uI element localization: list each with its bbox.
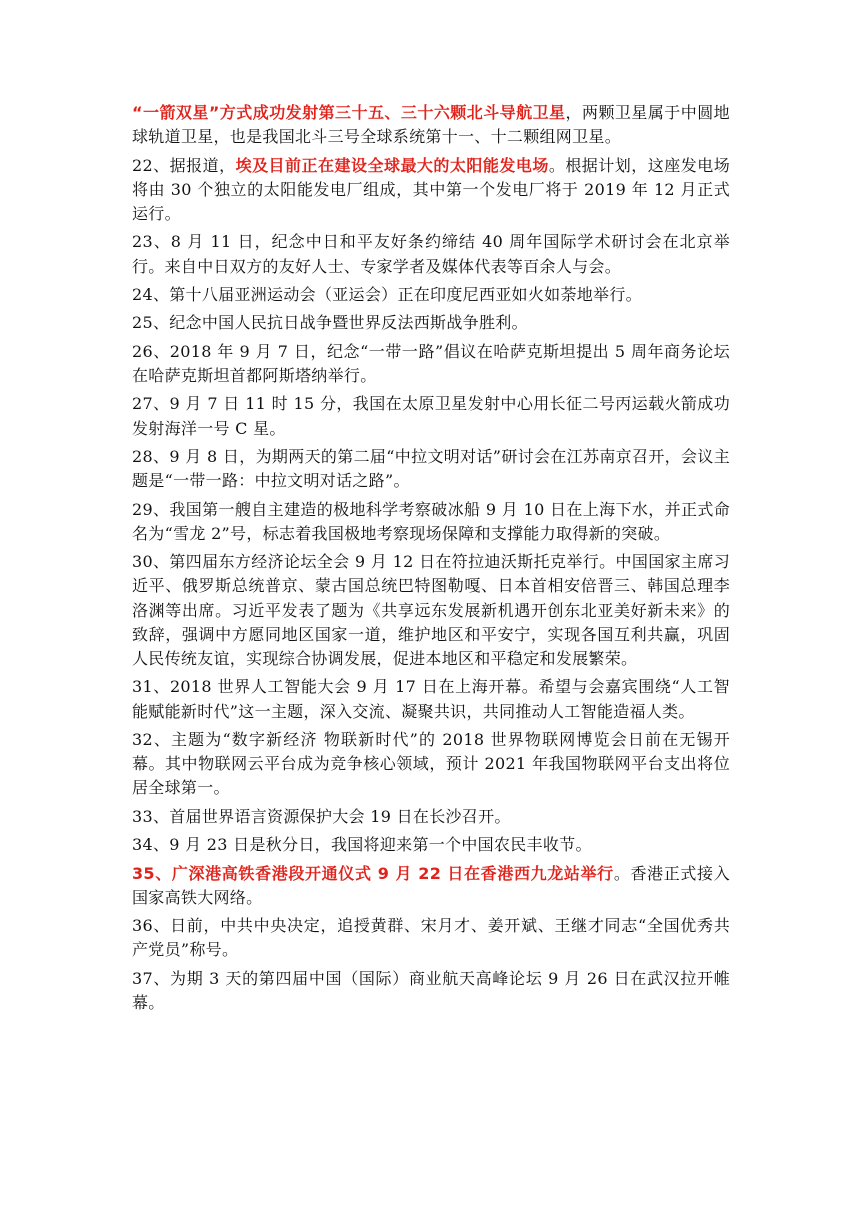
body-text: 22、据报道，	[132, 155, 236, 175]
body-text: 27、9 月 7 日 11 时 15 分，我国在太原卫星发射中心用长征二号丙运载火箭成功发射海洋一号 C 星。	[132, 394, 730, 438]
news-item	[132, 914, 730, 962]
news-item	[132, 967, 730, 1015]
body-text: 。香港正式接入国家高铁大网络。	[132, 863, 730, 907]
highlighted-text: 35、	[132, 863, 172, 883]
body-text: 34、9 月 23 日是秋分日，我国将迎来第一个中国农民丰收节。	[132, 835, 592, 855]
body-text: 25、纪念中国人民抗日战争暨世界反法西斯战争胜利。	[132, 313, 528, 333]
body-text: 26、2018 年 9 月 7 日，纪念“一带一路”倡议在哈萨克斯坦提出 5 周年商务论坛在哈萨克斯坦首都阿斯塔纳举行。	[132, 341, 730, 385]
body-text: 36、日前，中共中央决定，追授黄群、宋月才、姜开斌、王继才同志“全国优秀共产党员”称号。	[132, 916, 730, 960]
news-item	[132, 805, 730, 829]
news-item	[132, 498, 730, 546]
highlighted-text: 埃及目前正在建设全球最大的太阳能发电场	[235, 155, 549, 175]
news-item	[132, 728, 730, 801]
news-item	[132, 833, 730, 857]
news-item	[132, 862, 730, 910]
news-item	[132, 445, 730, 493]
body-text: 31、2018 世界人工智能大会 9 月 17 日在上海开幕。希望与会嘉宾围绕“人工智能赋能新时代”这一主题，深入交流、凝聚共识，共同推动人工智能造福人类。	[132, 677, 730, 721]
body-text: 33、首届世界语言资源保护大会 19 日在长沙召开。	[132, 806, 511, 826]
body-text: 23、8 月 11 日，纪念中日和平友好条约缔结 40 周年国际学术研讨会在北京举行。来自中日双方的友好人士、专家学者及媒体代表等百余人与会。	[132, 232, 730, 276]
highlighted-text: “一箭双星”方式成功发射第三十五、三十六颗北斗导航卫星	[132, 103, 566, 122]
news-item	[132, 340, 730, 388]
news-item	[132, 230, 730, 278]
body-text: 24、第十八届亚洲运动会（亚运会）正在印度尼西亚如火如荼地举行。	[132, 284, 642, 304]
news-item	[132, 154, 730, 227]
news-item	[132, 392, 730, 440]
news-item	[132, 311, 730, 335]
body-text: 37、为期 3 天的第四届中国（国际）商业航天高峰论坛 9 月 26 日在武汉拉开帷幕。	[132, 968, 730, 1012]
body-text: 。根据计划，这座发电场将由 30 个独立的太阳能发电厂组成，其中第一个发电厂将于 2019 年 12 月正式运行。	[132, 155, 730, 223]
body-text: ，两颗卫星属于中圆地球轨道卫星，也是我国北斗三号全球系统第十一、十二颗组网卫星。	[132, 103, 730, 147]
news-item	[132, 550, 730, 671]
highlighted-text: 广深港高铁香港段开通仪式 9 月 22 日在香港西九龙站举行	[171, 863, 614, 883]
body-text: 32、主题为“数字新经济 物联新时代”的 2018 世界物联网博览会日前在无锡开幕。其中物联网云平台成为竞争核心领域，预计 2021 年我国物联网平台支出将位居全球第一。	[132, 729, 730, 798]
news-item	[132, 283, 730, 307]
news-item	[132, 101, 730, 149]
news-item	[132, 675, 730, 723]
body-text: 29、我国第一艘自主建造的极地科学考察破冰船 9 月 10 日在上海下水，并正式命名为“雪龙 2”号，标志着我国极地考察现场保障和支撑能力取得新的突破。	[132, 499, 730, 543]
document-body	[132, 101, 730, 1019]
body-text: 30、第四届东方经济论坛全会 9 月 12 日在符拉迪沃斯托克举行。中国国家主席习近平、俄罗斯总统普京、蒙古国总统巴特图勒嘎、日本首相安倍晋三、韩国总理李洛渊等出席。习近平发表了题为《共享远东发展新机遇开创东北亚美好新未来》的致辞，强调中方愿同地区国家一道，维护地区和平安宁，实现各国互利共赢，巩固人民传统友谊，实现综合协调发展，促进本地区和平稳定和发展繁荣。	[132, 552, 730, 668]
body-text: 28、9 月 8 日，为期两天的第二届“中拉文明对话”研讨会在江苏南京召开，会议主题是“一带一路：中拉文明对话之路”。	[132, 446, 730, 491]
